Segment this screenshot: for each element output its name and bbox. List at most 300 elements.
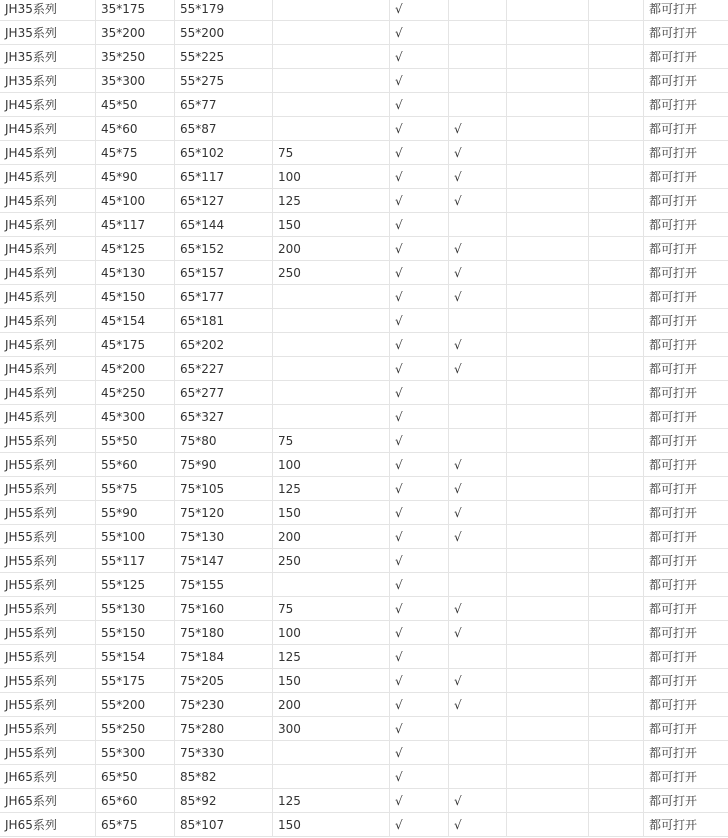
open-note-cell: 都可打开 (644, 597, 728, 621)
empty-cell-b (589, 261, 644, 285)
check-cell-a: √ (390, 309, 449, 333)
empty-cell-b (589, 117, 644, 141)
outer-size-cell: 65*327 (175, 405, 273, 429)
series-cell: JH55系列 (0, 477, 96, 501)
open-note-cell: 都可打开 (644, 741, 728, 765)
check-cell-a: √ (390, 381, 449, 405)
check-cell-a: √ (390, 453, 449, 477)
length-cell: 150 (273, 813, 390, 837)
length-cell: 100 (273, 165, 390, 189)
length-cell: 250 (273, 549, 390, 573)
check-cell-b (449, 573, 507, 597)
check-cell-a: √ (390, 45, 449, 69)
empty-cell-a (507, 165, 589, 189)
outer-size-cell: 75*120 (175, 501, 273, 525)
check-cell-b (449, 69, 507, 93)
check-cell-a: √ (390, 645, 449, 669)
outer-size-cell: 85*92 (175, 789, 273, 813)
inner-size-cell: 55*90 (96, 501, 175, 525)
length-cell: 125 (273, 477, 390, 501)
empty-cell-a (507, 717, 589, 741)
outer-size-cell: 75*330 (175, 741, 273, 765)
empty-cell-a (507, 45, 589, 69)
length-cell (273, 573, 390, 597)
series-cell: JH55系列 (0, 645, 96, 669)
table-row (0, 69, 728, 93)
inner-size-cell: 45*154 (96, 309, 175, 333)
series-cell: JH45系列 (0, 141, 96, 165)
inner-size-cell: 65*60 (96, 789, 175, 813)
table-row (0, 813, 728, 837)
outer-size-cell: 85*82 (175, 765, 273, 789)
empty-cell-a (507, 405, 589, 429)
check-cell-a: √ (390, 717, 449, 741)
open-note-cell: 都可打开 (644, 717, 728, 741)
table-row (0, 405, 728, 429)
check-cell-a: √ (390, 765, 449, 789)
empty-cell-a (507, 621, 589, 645)
outer-size-cell: 65*144 (175, 213, 273, 237)
inner-size-cell: 35*200 (96, 21, 175, 45)
table-row (0, 237, 728, 261)
open-note-cell: 都可打开 (644, 789, 728, 813)
length-cell: 75 (273, 141, 390, 165)
table-row (0, 93, 728, 117)
empty-cell-b (589, 789, 644, 813)
empty-cell-b (589, 453, 644, 477)
length-cell: 200 (273, 693, 390, 717)
outer-size-cell: 65*87 (175, 117, 273, 141)
open-note-cell: 都可打开 (644, 141, 728, 165)
series-cell: JH45系列 (0, 165, 96, 189)
series-cell: JH55系列 (0, 549, 96, 573)
check-cell-a: √ (390, 285, 449, 309)
length-cell (273, 93, 390, 117)
check-cell-a: √ (390, 789, 449, 813)
check-cell-a: √ (390, 141, 449, 165)
check-cell-b: √ (449, 141, 507, 165)
empty-cell-b (589, 597, 644, 621)
empty-cell-a (507, 189, 589, 213)
table-row (0, 789, 728, 813)
table-row (0, 333, 728, 357)
empty-cell-a (507, 645, 589, 669)
length-cell: 150 (273, 213, 390, 237)
empty-cell-b (589, 381, 644, 405)
length-cell: 75 (273, 597, 390, 621)
inner-size-cell: 55*75 (96, 477, 175, 501)
empty-cell-b (589, 621, 644, 645)
inner-size-cell: 45*200 (96, 357, 175, 381)
length-cell (273, 0, 390, 21)
open-note-cell: 都可打开 (644, 357, 728, 381)
inner-size-cell: 45*60 (96, 117, 175, 141)
table-row (0, 141, 728, 165)
series-cell: JH55系列 (0, 573, 96, 597)
empty-cell-b (589, 717, 644, 741)
empty-cell-b (589, 213, 644, 237)
check-cell-b: √ (449, 693, 507, 717)
table-row (0, 213, 728, 237)
check-cell-b (449, 405, 507, 429)
check-cell-a: √ (390, 117, 449, 141)
outer-size-cell: 65*77 (175, 93, 273, 117)
inner-size-cell: 45*175 (96, 333, 175, 357)
outer-size-cell: 55*275 (175, 69, 273, 93)
length-cell: 200 (273, 237, 390, 261)
open-note-cell: 都可打开 (644, 477, 728, 501)
empty-cell-b (589, 549, 644, 573)
length-cell: 100 (273, 621, 390, 645)
series-cell: JH45系列 (0, 93, 96, 117)
empty-cell-b (589, 21, 644, 45)
series-cell: JH45系列 (0, 309, 96, 333)
table-row (0, 0, 728, 21)
outer-size-cell: 65*157 (175, 261, 273, 285)
series-cell: JH55系列 (0, 453, 96, 477)
empty-cell-a (507, 237, 589, 261)
open-note-cell: 都可打开 (644, 549, 728, 573)
table-row (0, 525, 728, 549)
check-cell-a: √ (390, 813, 449, 837)
empty-cell-b (589, 501, 644, 525)
empty-cell-b (589, 165, 644, 189)
table-row (0, 573, 728, 597)
open-note-cell: 都可打开 (644, 69, 728, 93)
open-note-cell: 都可打开 (644, 117, 728, 141)
empty-cell-a (507, 453, 589, 477)
length-cell: 300 (273, 717, 390, 741)
check-cell-b (449, 549, 507, 573)
open-note-cell: 都可打开 (644, 693, 728, 717)
table-row (0, 21, 728, 45)
series-cell: JH55系列 (0, 669, 96, 693)
inner-size-cell: 55*175 (96, 669, 175, 693)
inner-size-cell: 55*250 (96, 717, 175, 741)
empty-cell-a (507, 333, 589, 357)
outer-size-cell: 55*179 (175, 0, 273, 21)
check-cell-b (449, 213, 507, 237)
check-cell-a: √ (390, 237, 449, 261)
empty-cell-a (507, 117, 589, 141)
inner-size-cell: 55*125 (96, 573, 175, 597)
outer-size-cell: 75*147 (175, 549, 273, 573)
check-cell-b: √ (449, 525, 507, 549)
series-cell: JH55系列 (0, 621, 96, 645)
check-cell-b (449, 45, 507, 69)
inner-size-cell: 55*60 (96, 453, 175, 477)
series-cell: JH45系列 (0, 189, 96, 213)
open-note-cell: 都可打开 (644, 261, 728, 285)
open-note-cell: 都可打开 (644, 669, 728, 693)
empty-cell-a (507, 357, 589, 381)
length-cell: 100 (273, 453, 390, 477)
outer-size-cell: 75*160 (175, 597, 273, 621)
series-cell: JH55系列 (0, 429, 96, 453)
inner-size-cell: 45*300 (96, 405, 175, 429)
open-note-cell: 都可打开 (644, 405, 728, 429)
open-note-cell: 都可打开 (644, 813, 728, 837)
length-cell (273, 381, 390, 405)
table-row (0, 429, 728, 453)
outer-size-cell: 75*90 (175, 453, 273, 477)
length-cell (273, 309, 390, 333)
table-row (0, 453, 728, 477)
empty-cell-a (507, 261, 589, 285)
table-row (0, 189, 728, 213)
empty-cell-b (589, 309, 644, 333)
check-cell-a: √ (390, 165, 449, 189)
empty-cell-b (589, 573, 644, 597)
series-cell: JH55系列 (0, 741, 96, 765)
series-cell: JH45系列 (0, 237, 96, 261)
inner-size-cell: 45*130 (96, 261, 175, 285)
check-cell-b (449, 309, 507, 333)
table-row (0, 765, 728, 789)
empty-cell-b (589, 765, 644, 789)
inner-size-cell: 55*130 (96, 597, 175, 621)
series-cell: JH55系列 (0, 525, 96, 549)
open-note-cell: 都可打开 (644, 189, 728, 213)
inner-size-cell: 45*125 (96, 237, 175, 261)
empty-cell-a (507, 813, 589, 837)
empty-cell-a (507, 765, 589, 789)
outer-size-cell: 55*200 (175, 21, 273, 45)
check-cell-b: √ (449, 261, 507, 285)
check-cell-b: √ (449, 237, 507, 261)
outer-size-cell: 75*80 (175, 429, 273, 453)
open-note-cell: 都可打开 (644, 453, 728, 477)
empty-cell-a (507, 549, 589, 573)
check-cell-a: √ (390, 693, 449, 717)
inner-size-cell: 55*154 (96, 645, 175, 669)
length-cell: 125 (273, 789, 390, 813)
outer-size-cell: 55*225 (175, 45, 273, 69)
check-cell-b: √ (449, 165, 507, 189)
empty-cell-b (589, 93, 644, 117)
check-cell-b: √ (449, 333, 507, 357)
length-cell (273, 405, 390, 429)
series-cell: JH65系列 (0, 789, 96, 813)
table-row (0, 285, 728, 309)
check-cell-a: √ (390, 525, 449, 549)
series-cell: JH65系列 (0, 765, 96, 789)
open-note-cell: 都可打开 (644, 645, 728, 669)
empty-cell-a (507, 573, 589, 597)
check-cell-b (449, 0, 507, 21)
check-cell-a: √ (390, 741, 449, 765)
table-row (0, 669, 728, 693)
length-cell (273, 741, 390, 765)
check-cell-a: √ (390, 501, 449, 525)
length-cell: 200 (273, 525, 390, 549)
table-row (0, 621, 728, 645)
empty-cell-b (589, 669, 644, 693)
open-note-cell: 都可打开 (644, 333, 728, 357)
check-cell-b: √ (449, 117, 507, 141)
open-note-cell: 都可打开 (644, 381, 728, 405)
inner-size-cell: 55*50 (96, 429, 175, 453)
outer-size-cell: 65*181 (175, 309, 273, 333)
empty-cell-b (589, 693, 644, 717)
open-note-cell: 都可打开 (644, 309, 728, 333)
length-cell: 150 (273, 669, 390, 693)
outer-size-cell: 75*230 (175, 693, 273, 717)
empty-cell-b (589, 141, 644, 165)
series-cell: JH55系列 (0, 693, 96, 717)
series-cell: JH35系列 (0, 21, 96, 45)
empty-cell-a (507, 141, 589, 165)
inner-size-cell: 65*50 (96, 765, 175, 789)
outer-size-cell: 75*280 (175, 717, 273, 741)
open-note-cell: 都可打开 (644, 621, 728, 645)
open-note-cell: 都可打开 (644, 21, 728, 45)
empty-cell-b (589, 741, 644, 765)
check-cell-a: √ (390, 669, 449, 693)
empty-cell-a (507, 0, 589, 21)
series-cell: JH55系列 (0, 501, 96, 525)
empty-cell-a (507, 501, 589, 525)
check-cell-b: √ (449, 501, 507, 525)
series-cell: JH45系列 (0, 261, 96, 285)
empty-cell-b (589, 333, 644, 357)
length-cell (273, 285, 390, 309)
table-row (0, 501, 728, 525)
outer-size-cell: 65*117 (175, 165, 273, 189)
outer-size-cell: 65*177 (175, 285, 273, 309)
length-cell (273, 45, 390, 69)
series-cell: JH45系列 (0, 285, 96, 309)
outer-size-cell: 75*105 (175, 477, 273, 501)
empty-cell-b (589, 189, 644, 213)
series-cell: JH45系列 (0, 117, 96, 141)
table-row (0, 597, 728, 621)
series-cell: JH35系列 (0, 45, 96, 69)
open-note-cell: 都可打开 (644, 573, 728, 597)
inner-size-cell: 35*175 (96, 0, 175, 21)
inner-size-cell: 55*300 (96, 741, 175, 765)
open-note-cell: 都可打开 (644, 93, 728, 117)
check-cell-a: √ (390, 405, 449, 429)
outer-size-cell: 65*152 (175, 237, 273, 261)
check-cell-b (449, 717, 507, 741)
inner-size-cell: 45*117 (96, 213, 175, 237)
empty-cell-b (589, 237, 644, 261)
empty-cell-a (507, 597, 589, 621)
check-cell-a: √ (390, 93, 449, 117)
table-row (0, 165, 728, 189)
length-cell: 150 (273, 501, 390, 525)
empty-cell-a (507, 285, 589, 309)
length-cell: 125 (273, 189, 390, 213)
check-cell-b (449, 21, 507, 45)
check-cell-a: √ (390, 573, 449, 597)
empty-cell-b (589, 477, 644, 501)
outer-size-cell: 65*277 (175, 381, 273, 405)
table-row (0, 309, 728, 333)
inner-size-cell: 35*300 (96, 69, 175, 93)
empty-cell-a (507, 69, 589, 93)
outer-size-cell: 75*130 (175, 525, 273, 549)
check-cell-b (449, 765, 507, 789)
series-cell: JH65系列 (0, 813, 96, 837)
outer-size-cell: 65*127 (175, 189, 273, 213)
outer-size-cell: 85*107 (175, 813, 273, 837)
check-cell-a: √ (390, 0, 449, 21)
check-cell-b: √ (449, 813, 507, 837)
empty-cell-a (507, 309, 589, 333)
outer-size-cell: 65*102 (175, 141, 273, 165)
table-row (0, 117, 728, 141)
series-cell: JH45系列 (0, 213, 96, 237)
check-cell-b: √ (449, 285, 507, 309)
empty-cell-a (507, 429, 589, 453)
check-cell-a: √ (390, 429, 449, 453)
empty-cell-b (589, 525, 644, 549)
check-cell-b (449, 741, 507, 765)
open-note-cell: 都可打开 (644, 525, 728, 549)
check-cell-b: √ (449, 621, 507, 645)
length-cell (273, 765, 390, 789)
series-cell: JH35系列 (0, 69, 96, 93)
length-cell: 125 (273, 645, 390, 669)
empty-cell-a (507, 21, 589, 45)
series-cell: JH55系列 (0, 717, 96, 741)
table-row (0, 741, 728, 765)
length-cell (273, 117, 390, 141)
table-row (0, 717, 728, 741)
outer-size-cell: 65*227 (175, 357, 273, 381)
series-cell: JH55系列 (0, 597, 96, 621)
series-cell: JH35系列 (0, 0, 96, 21)
table-row (0, 645, 728, 669)
inner-size-cell: 45*150 (96, 285, 175, 309)
open-note-cell: 都可打开 (644, 237, 728, 261)
empty-cell-a (507, 741, 589, 765)
series-cell: JH45系列 (0, 405, 96, 429)
series-cell: JH45系列 (0, 357, 96, 381)
check-cell-a: √ (390, 189, 449, 213)
open-note-cell: 都可打开 (644, 213, 728, 237)
inner-size-cell: 45*75 (96, 141, 175, 165)
open-note-cell: 都可打开 (644, 165, 728, 189)
inner-size-cell: 55*150 (96, 621, 175, 645)
open-note-cell: 都可打开 (644, 45, 728, 69)
check-cell-b: √ (449, 357, 507, 381)
check-cell-b (449, 93, 507, 117)
table-row (0, 693, 728, 717)
inner-size-cell: 35*250 (96, 45, 175, 69)
empty-cell-b (589, 813, 644, 837)
open-note-cell: 都可打开 (644, 501, 728, 525)
check-cell-b: √ (449, 453, 507, 477)
outer-size-cell: 75*180 (175, 621, 273, 645)
inner-size-cell: 45*100 (96, 189, 175, 213)
series-cell: JH45系列 (0, 333, 96, 357)
empty-cell-a (507, 669, 589, 693)
empty-cell-b (589, 0, 644, 21)
table-row (0, 381, 728, 405)
empty-cell-a (507, 381, 589, 405)
empty-cell-a (507, 477, 589, 501)
table-row (0, 357, 728, 381)
length-cell (273, 69, 390, 93)
open-note-cell: 都可打开 (644, 429, 728, 453)
empty-cell-a (507, 93, 589, 117)
empty-cell-a (507, 789, 589, 813)
open-note-cell: 都可打开 (644, 285, 728, 309)
check-cell-a: √ (390, 261, 449, 285)
